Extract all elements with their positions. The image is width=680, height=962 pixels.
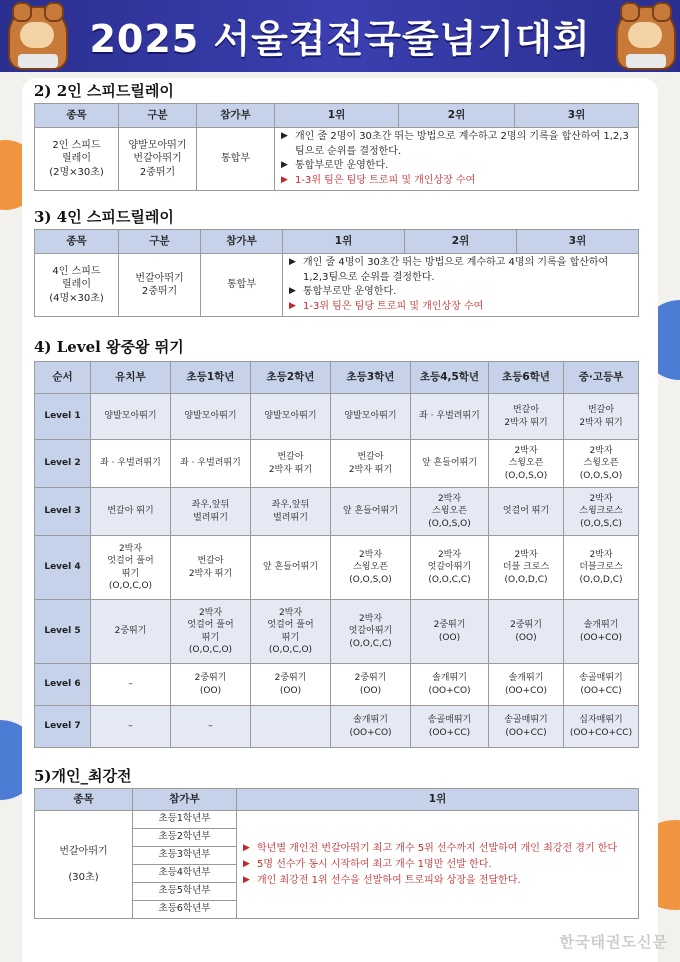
header-cell: 종목 [35, 104, 119, 128]
header-cell: 3위 [517, 230, 639, 254]
level-cell: 2박자 더블크로스 (O,O,D,C) [564, 536, 639, 600]
level-cell: 앞 흔들어뛰기 [411, 440, 489, 488]
level-label: Level 4 [35, 536, 91, 600]
mascot-right-image [616, 6, 676, 70]
header-cell: 구분 [119, 230, 201, 254]
level-cell: 2박자 스윙오픈 (O,O,S,O) [489, 440, 564, 488]
division-cell: 초등1학년부 [133, 811, 237, 829]
level-label: Level 1 [35, 394, 91, 440]
note-item: ▶ 5명 선수가 동시 시작하여 최고 개수 1명만 선발 한다. [243, 858, 492, 870]
level-cell: 앞 흔들어뛰기 [251, 536, 331, 600]
arrow-icon: ▶ [289, 257, 296, 267]
level-cell: 2박자 스윙오픈 (O,O,S,O) [411, 488, 489, 536]
division-cell: 초등6학년부 [133, 901, 237, 919]
level-row [35, 488, 639, 536]
page-title: 2025 서울컵전국줄넘기대회 [89, 17, 591, 61]
level-cell: 2중뛰기 (OO) [489, 600, 564, 664]
level-cell: 번갈아 2박자 뛰기 [331, 440, 411, 488]
level-row [35, 440, 639, 488]
level-cell: 번갈아 2박자 뛰기 [171, 536, 251, 600]
level-cell: 2중뛰기 (OO) [251, 664, 331, 706]
level-cell: 솔개뛰기 (OO+CO) [489, 664, 564, 706]
header-cell: 순서 [35, 362, 91, 394]
header-cell: 중·고등부 [564, 362, 639, 394]
level-cell: 좌 · 우벌려뛰기 [91, 440, 171, 488]
relay-4-table [34, 229, 639, 317]
notes-cell [283, 254, 639, 317]
header-cell: 1위 [275, 104, 399, 128]
level-cell: 양발모아뛰기 [91, 394, 171, 440]
level-cell: 2박자 엇갈아뛰기 (O,O,C,C) [331, 600, 411, 664]
event-cell: 번갈아뛰기 (30초) [35, 811, 133, 919]
relay-2-table [34, 103, 639, 191]
note-item: ▶ 개인 줄 2명이 30초간 뛰는 방법으로 계수하고 2명의 기록을 합산하여 1,2,3팀으로 순위를 결정한다. [281, 131, 629, 157]
header-cell: 유치부 [91, 362, 171, 394]
header-cell: 초등3학년 [331, 362, 411, 394]
level-cell: 2박자 스윙오픈 (O,O,S,O) [564, 440, 639, 488]
red-arrow-icon: ▶ [243, 874, 250, 885]
level-cell: 솔개뛰기 (OO+CO) [411, 664, 489, 706]
division-cell: 초등5학년부 [133, 883, 237, 901]
level-cell: 2중뛰기 (OO) [411, 600, 489, 664]
header-cell: 3위 [515, 104, 639, 128]
level-cell: 앞 흔들어뛰기 [331, 488, 411, 536]
level-row [35, 536, 639, 600]
section-4-title: 4) Level 왕중왕 뛰기 [34, 338, 184, 356]
level-cell: 좌 · 우벌려뛰기 [411, 394, 489, 440]
note-item: ▶ 통합부로만 운영한다. [281, 160, 389, 171]
level-cell: 솔개뛰기 (OO+CO) [564, 600, 639, 664]
level-row [35, 706, 639, 748]
event-cell: 2인 스피드 릴레이 (2명×30초) [35, 128, 119, 191]
level-cell: 엇걸어 뛰기 [489, 488, 564, 536]
level-cell: 2중뛰기 [91, 600, 171, 664]
level-cell: 2박자 스윙오픈 (O,O,S,O) [331, 536, 411, 600]
level-cell: 송골매뛰기 (OO+CC) [489, 706, 564, 748]
level-row [35, 394, 639, 440]
level-cell: 2박자 엇걸어 풀어 뛰기 (O,O,C,O) [171, 600, 251, 664]
level-cell: 2중뛰기 (OO) [171, 664, 251, 706]
level-label: Level 5 [35, 600, 91, 664]
arrow-icon: ▶ [281, 160, 288, 170]
level-cell: 송골매뛰기 (OO+CC) [564, 664, 639, 706]
note-item: ▶ 1-3위 팀은 팀당 트로피 및 개인상장 수여 [281, 174, 476, 186]
red-arrow-icon: ▶ [243, 858, 250, 869]
level-cell: 좌우,앞뒤 벌려뛰기 [251, 488, 331, 536]
watermark-text: 한국태권도신문 [559, 933, 668, 951]
division-cell: 초등3학년부 [133, 847, 237, 865]
header-cell: 초등6학년 [489, 362, 564, 394]
level-cell: 좌우,앞뒤 벌려뛰기 [171, 488, 251, 536]
header-cell: 참가부 [133, 789, 237, 811]
level-label: Level 2 [35, 440, 91, 488]
note-item: ▶ 개인 최강전 1위 선수을 선발하여 트로피와 상장을 전달한다. [243, 874, 521, 886]
event-cell: 4인 스피드 릴레이 (4명×30초) [35, 254, 119, 317]
level-cell: 2박자 엇걸어 풀어 뛰기 (O,O,C,O) [251, 600, 331, 664]
level-cell: 번갈아 2박자 뛰기 [251, 440, 331, 488]
division-cell: 통합부 [197, 128, 275, 191]
header-cell: 참가부 [197, 104, 275, 128]
section-5-title: 5)개인_최강전 [34, 767, 132, 785]
level-cell: 2박자 더블 크로스 (O,O,D,C) [489, 536, 564, 600]
level-cell: 양발모아뛰기 [251, 394, 331, 440]
level-cell: 좌 · 우벌려뛰기 [171, 440, 251, 488]
note-item: ▶ 1-3위 팀은 팀당 트로피 및 개인상장 수여 [289, 300, 484, 312]
note-item: ▶ 학년별 개인전 번갈아뛰기 최고 개수 5위 선수까지 선발하여 개인 최강전 경기 한다 [243, 842, 618, 854]
level-label: Level 7 [35, 706, 91, 748]
division-cell: 통합부 [201, 254, 283, 317]
page-header [0, 0, 680, 72]
level-row [35, 600, 639, 664]
header-cell: 1위 [283, 230, 405, 254]
level-cell: 송골매뛰기 (OO+CC) [411, 706, 489, 748]
section-3-title: 3) 4인 스피드릴레이 [34, 208, 174, 226]
header-cell: 초등4,5학년 [411, 362, 489, 394]
level-label: Level 3 [35, 488, 91, 536]
level-cell [251, 706, 331, 748]
header-cell: 초등1학년 [171, 362, 251, 394]
level-cell: – [91, 664, 171, 706]
level-table [34, 361, 639, 748]
level-label: Level 6 [35, 664, 91, 706]
division-cell: 초등4학년부 [133, 865, 237, 883]
level-cell: 2박자 엇갈아뛰기 (O,O,C,C) [411, 536, 489, 600]
category-cell: 양발모아뛰기 번갈아뛰기 2중뛰기 [119, 128, 197, 191]
note-item: ▶ 개인 줄 4명이 30초간 뛰는 방법으로 계수하고 4명의 기록을 합산하여 1,2,3팀으로 순위를 결정한다. [289, 257, 609, 283]
arrow-icon: ▶ [289, 286, 296, 296]
header-cell: 초등2학년 [251, 362, 331, 394]
division-cell: 초등2학년부 [133, 829, 237, 847]
notes-cell [237, 811, 639, 919]
level-cell: 번갈아 뛰기 [91, 488, 171, 536]
header-cell: 구분 [119, 104, 197, 128]
level-cell: 솔개뛰기 (OO+CO) [331, 706, 411, 748]
level-cell: 양발모아뛰기 [331, 394, 411, 440]
note-item: ▶ 통합부로만 운영한다. [289, 286, 397, 297]
level-cell: 번갈아 2박자 뛰기 [489, 394, 564, 440]
notes-cell [275, 128, 639, 191]
level-cell: 2중뛰기 (OO) [331, 664, 411, 706]
header-cell: 2위 [405, 230, 517, 254]
section-2-title: 2) 2인 스피드릴레이 [34, 82, 174, 100]
arrow-icon: ▶ [281, 131, 288, 141]
header-cell: 참가부 [201, 230, 283, 254]
level-row [35, 664, 639, 706]
red-arrow-icon: ▶ [243, 842, 250, 853]
level-cell: – [171, 706, 251, 748]
individual-table [34, 788, 639, 919]
header-cell: 종목 [35, 230, 119, 254]
level-cell: – [91, 706, 171, 748]
level-cell: 양발모아뛰기 [171, 394, 251, 440]
red-arrow-icon: ▶ [289, 300, 296, 311]
level-cell: 십자매뛰기 (OO+CO+CC) [564, 706, 639, 748]
header-cell: 1위 [237, 789, 639, 811]
level-cell: 번갈아 2박자 뛰기 [564, 394, 639, 440]
header-cell: 2위 [399, 104, 515, 128]
level-cell: 2박자 스윙크로스 (O,O,S,C) [564, 488, 639, 536]
category-cell: 번갈아뛰기 2중뛰기 [119, 254, 201, 317]
level-cell: 2박자 엇걸어 풀어 뛰기 (O,O,C,O) [91, 536, 171, 600]
header-cell: 종목 [35, 789, 133, 811]
red-arrow-icon: ▶ [281, 174, 288, 185]
